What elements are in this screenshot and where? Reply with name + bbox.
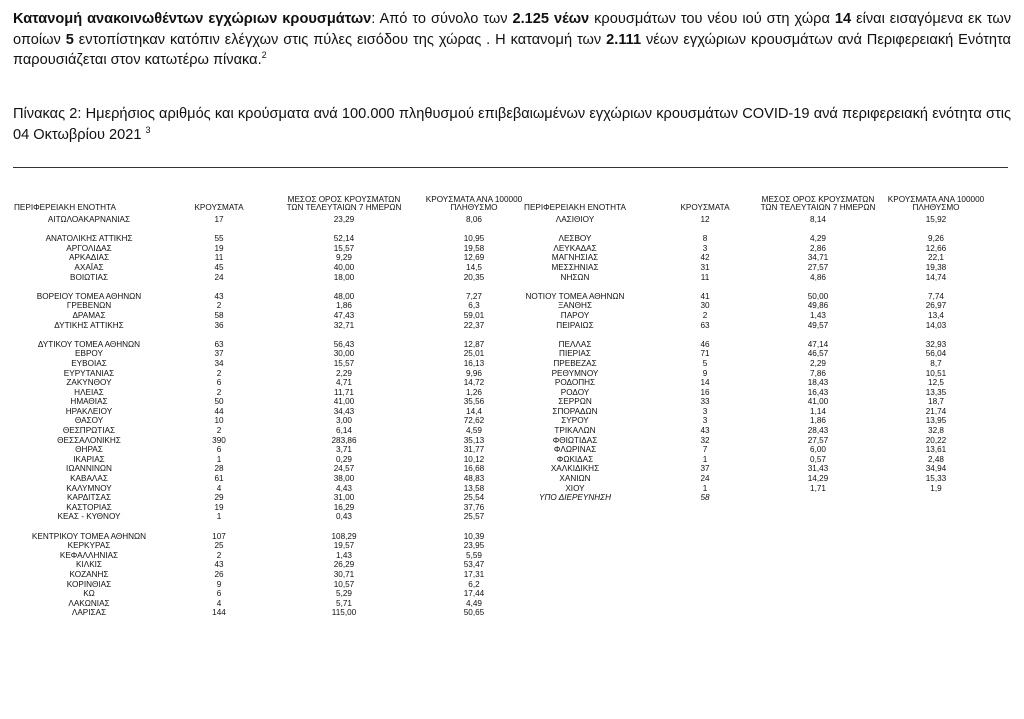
cell-unit: ΚΟΡΙΝΘΙΑΣ <box>66 579 112 589</box>
cell-unit: ΠΡΕΒΕΖΑΣ <box>553 358 597 368</box>
cell-per100k: 25,57 <box>463 512 485 522</box>
cell-per100k: 4,49 <box>466 598 482 608</box>
cell-per100k: 9,96 <box>466 368 482 378</box>
cell-unit: ΑΡΚΑΔΙΑΣ <box>68 253 110 263</box>
cell-cases: 19 <box>214 243 224 253</box>
cell-cases: 37 <box>214 349 224 359</box>
cell-per100k: 18,7 <box>928 397 944 407</box>
cell-unit: ΕΥΡΥΤΑΝΙΑΣ <box>63 368 115 378</box>
cell-cases: 63 <box>214 339 224 349</box>
cell-per100k: 25,54 <box>463 493 485 503</box>
cell-cases: 107 <box>212 531 226 541</box>
cell-per100k: 15,92 <box>925 215 947 224</box>
cell-per100k: 12,69 <box>463 253 485 263</box>
cell-cases: 45 <box>214 262 224 272</box>
cell-unit: ΔΥΤΙΚΟΥ ΤΟΜΕΑ ΑΘΗΝΩΝ <box>37 339 141 349</box>
cell-unit: ΠΙΕΡΙΑΣ <box>559 349 591 359</box>
cell-unit: ΚΙΛΚΙΣ <box>75 560 102 570</box>
cell-unit: ΑΙΤΩΛΟΑΚΑΡΝΑΝΙΑΣ <box>47 215 131 224</box>
cell-unit: ΣΠΟΡΑΔΩΝ <box>552 406 598 416</box>
cell-unit: ΘΗΡΑΣ <box>75 445 103 455</box>
cell-cases: 1 <box>702 483 708 493</box>
cell-unit: ΚΕΦΑΛΛΗΝΙΑΣ <box>59 550 119 560</box>
cell-per100k: 12,87 <box>463 339 485 349</box>
cell-cases: 9 <box>702 368 708 378</box>
cell-per100k: 12,66 <box>925 243 947 253</box>
cell-cases: 29 <box>214 493 224 503</box>
cell-cases: 6 <box>216 589 222 599</box>
cell-per100k: 6,2 <box>468 579 480 589</box>
cell-unit: ΡΕΘΥΜΝΟΥ <box>551 368 599 378</box>
cell-avg: 28,43 <box>807 426 829 436</box>
cell-per100k: 32,93 <box>925 339 947 349</box>
cell-per100k: 19,38 <box>925 262 947 272</box>
cell-cases: 25 <box>214 541 224 551</box>
cell-avg: 14,29 <box>807 474 829 484</box>
cell-avg: 41,00 <box>333 397 355 407</box>
cell-avg: 2,29 <box>336 368 352 378</box>
cell-cases: 2 <box>216 426 222 436</box>
cell-cases: 16 <box>700 387 710 397</box>
cell-cases: 390 <box>212 435 226 445</box>
cell-avg: 31,43 <box>807 464 829 474</box>
cell-avg: 0,43 <box>336 512 352 522</box>
cell-avg: 18,43 <box>807 378 829 388</box>
cell-per100k: 10,12 <box>463 454 485 464</box>
cell-unit: ΚΕΝΤΡΙΚΟΥ ΤΟΜΕΑ ΑΘΗΝΩΝ <box>31 531 147 541</box>
cell-per100k: 14,74 <box>925 272 947 282</box>
cell-unit: ΚΑΒΑΛΑΣ <box>70 474 108 484</box>
cell-cases: 3 <box>702 416 708 426</box>
header-cases: ΚΡΟΥΣΜΑΤΑ <box>194 203 244 213</box>
cell-cases: 5 <box>702 358 708 368</box>
cell-cases: 58 <box>214 310 224 320</box>
cell-unit: ΦΛΩΡΙΝΑΣ <box>553 445 597 455</box>
intro-border: 5 <box>65 31 74 48</box>
cell-unit: ΞΑΝΘΗΣ <box>557 301 593 311</box>
cell-per100k: 34,94 <box>925 464 947 474</box>
cell-avg: 30,71 <box>333 569 355 579</box>
cell-per100k: 31,77 <box>463 445 485 455</box>
cell-unit: ΖΑΚΥΝΘΟΥ <box>66 378 112 388</box>
cell-cases: 44 <box>214 406 224 416</box>
divider <box>13 167 1008 168</box>
cell-cases: 58 <box>700 493 710 503</box>
cell-per100k: 1,26 <box>466 387 482 397</box>
intro-text: κρουσμάτων του νέου ιού στη χώρα <box>589 11 835 27</box>
cell-cases: 144 <box>212 608 226 618</box>
cell-avg: 0,57 <box>810 454 826 464</box>
cell-per100k: 13,58 <box>463 483 485 493</box>
cell-unit: ΑΧΑΪΑΣ <box>74 262 104 272</box>
cell-avg: 5,29 <box>336 589 352 599</box>
cell-cases: 24 <box>700 474 710 484</box>
cell-unit: ΧΑΛΚΙΔΙΚΗΣ <box>550 464 600 474</box>
cell-per100k: 48,83 <box>463 474 485 484</box>
cell-avg: 2,29 <box>810 358 826 368</box>
caption-text: Πίνακας 2: Ημερήσιος αριθμός και κρούσματα ανά 100.000 πληθυσμού επιβεβαιωμένων εγχώριων κρουσμάτων COVID-19 ανά περιφερειακή ενότητα στις 04 Οκτωβρίου 2021 <box>13 106 1011 143</box>
cell-avg: 24,57 <box>333 464 355 474</box>
cell-avg: 1,43 <box>336 550 352 560</box>
intro-title: Κατανομή ανακοινωθέντων εγχώριων κρουσμάτων <box>13 11 372 27</box>
cell-unit: ΘΑΣΟΥ <box>74 416 104 426</box>
cell-per100k: 56,04 <box>925 349 947 359</box>
cell-unit: ΑΝΑΤΟΛΙΚΗΣ ΑΤΤΙΚΗΣ <box>45 234 133 244</box>
cell-per100k: 10,95 <box>463 234 485 244</box>
cell-unit: ΦΩΚΙΔΑΣ <box>556 454 594 464</box>
cell-cases: 55 <box>214 234 224 244</box>
cell-unit: ΥΠΟ ΔΙΕΡΕΥΝΗΣΗ <box>539 493 611 503</box>
cell-avg: 2,86 <box>810 243 826 253</box>
cell-cases: 8 <box>702 234 708 244</box>
cell-avg: 4,43 <box>336 483 352 493</box>
cell-unit: ΡΟΔΟΠΗΣ <box>554 378 596 388</box>
cell-cases: 33 <box>700 397 710 407</box>
cell-unit: ΜΑΓΝΗΣΙΑΣ <box>551 253 599 263</box>
cell-per100k: 12,5 <box>928 378 944 388</box>
header-per100k: ΚΡΟΥΣΜΑΤΑ ΑΝΑ 100000 ΠΛΗΘΥΣΜΟ <box>425 194 523 213</box>
cell-per100k: 13,35 <box>925 387 947 397</box>
cell-avg: 27,57 <box>807 262 829 272</box>
cell-unit: ΕΒΡΟΥ <box>75 349 103 359</box>
cell-avg: 27,57 <box>807 435 829 445</box>
cell-unit: ΦΘΙΩΤΙΔΑΣ <box>552 435 598 445</box>
cell-cases: 11 <box>214 253 224 263</box>
cell-cases: 9 <box>216 579 222 589</box>
cell-cases: 11 <box>700 272 710 282</box>
cell-per100k: 35,56 <box>463 397 485 407</box>
cell-per100k: 4,59 <box>466 426 482 436</box>
cell-per100k: 10,39 <box>463 531 485 541</box>
cell-avg: 1,71 <box>810 483 826 493</box>
cell-cases: 42 <box>700 253 710 263</box>
cell-avg: 56,43 <box>333 339 355 349</box>
cell-avg: 3,71 <box>336 445 352 455</box>
cell-avg: 4,86 <box>810 272 826 282</box>
cell-unit: ΧΙΟΥ <box>565 483 585 493</box>
cell-avg: 9,29 <box>336 253 352 263</box>
cell-per100k: 35,13 <box>463 435 485 445</box>
cell-cases: 7 <box>702 445 708 455</box>
cell-avg: 40,00 <box>333 262 355 272</box>
cell-cases: 41 <box>700 291 710 301</box>
cell-per100k: 8,7 <box>930 358 942 368</box>
cell-per100k: 19,58 <box>463 243 485 253</box>
cell-cases: 43 <box>214 560 224 570</box>
cell-avg: 31,00 <box>333 493 355 503</box>
cell-avg: 1,86 <box>336 301 352 311</box>
cell-cases: 50 <box>214 397 224 407</box>
cell-per100k: 13,4 <box>928 310 944 320</box>
cell-unit: ΠΕΛΛΑΣ <box>558 339 592 349</box>
cell-per100k: 10,51 <box>925 368 947 378</box>
cell-unit: ΛΑΣΙΘΙΟΥ <box>555 215 595 224</box>
cell-unit: ΚΑΛΥΜΝΟΥ <box>66 483 112 493</box>
cell-unit: ΘΕΣΣΑΛΟΝΙΚΗΣ <box>57 435 121 445</box>
cell-avg: 4,29 <box>810 234 826 244</box>
cell-cases: 31 <box>700 262 710 272</box>
cell-unit: ΜΕΣΣΗΝΙΑΣ <box>551 262 599 272</box>
header-cases: ΚΡΟΥΣΜΑΤΑ <box>680 203 730 213</box>
cell-avg: 4,71 <box>336 378 352 388</box>
cell-avg: 50,00 <box>807 291 829 301</box>
footnote-ref: 3 <box>145 124 151 135</box>
cell-per100k: 9,26 <box>928 234 944 244</box>
cell-per100k: 16,68 <box>463 464 485 474</box>
cell-unit: ΛΕΣΒΟΥ <box>558 234 592 244</box>
cell-unit: ΛΑΡΙΣΑΣ <box>71 608 107 618</box>
cell-cases: 1 <box>702 454 708 464</box>
cell-unit: ΣΥΡΟΥ <box>561 416 589 426</box>
intro-text: εντοπίστηκαν κατόπιν ελέγχων στις πύλες εισόδου της χώρας . Η κατανομή των <box>73 31 607 48</box>
intro-text: είναι εισαγόμενα εκ των οποίων <box>13 11 1012 48</box>
cell-avg: 6,00 <box>810 445 826 455</box>
intro-text: : Από το σύνολο των <box>371 11 513 27</box>
cell-unit: ΚΩ <box>83 589 95 599</box>
cell-avg: 1,43 <box>810 310 826 320</box>
cell-cases: 46 <box>700 339 710 349</box>
header-unit: ΠΕΡΙΦΕΡΕΙΑΚΗ ΕΝΟΤΗΤΑ <box>524 203 626 213</box>
cell-avg: 8,14 <box>810 215 826 224</box>
cell-cases: 34 <box>214 358 224 368</box>
cell-per100k: 22,37 <box>463 320 485 330</box>
cell-per100k: 8,06 <box>466 215 482 224</box>
cell-per100k: 50,65 <box>463 608 485 618</box>
cell-avg: 115,00 <box>331 608 357 618</box>
cell-per100k: 1,9 <box>930 483 942 493</box>
cell-avg: 38,00 <box>333 474 355 484</box>
cell-per100k: 2,48 <box>928 454 944 464</box>
cell-per100k: 37,76 <box>463 502 485 512</box>
cell-per100k: 32,8 <box>928 426 944 436</box>
cell-per100k: 6,3 <box>468 301 480 311</box>
cell-per100k: 14,72 <box>463 378 485 388</box>
cell-unit: ΣΕΡΡΩΝ <box>558 397 592 407</box>
cell-per100k: 21,74 <box>925 406 947 416</box>
cell-unit: ΧΑΝΙΩΝ <box>559 474 591 484</box>
intro-paragraph <box>13 9 1011 71</box>
cell-unit: ΗΜΑΘΙΑΣ <box>70 397 108 407</box>
cell-unit: ΤΡΙΚΑΛΩΝ <box>554 426 596 436</box>
cell-unit: ΚΑΣΤΟΡΙΑΣ <box>66 502 112 512</box>
cell-avg: 10,57 <box>333 579 355 589</box>
cell-avg: 7,86 <box>810 368 826 378</box>
cell-per100k: 14,4 <box>466 406 482 416</box>
cell-avg: 34,71 <box>807 253 829 263</box>
cell-cases: 26 <box>214 569 224 579</box>
cell-unit: ΕΥΒΟΙΑΣ <box>71 358 107 368</box>
cell-cases: 32 <box>700 435 710 445</box>
cell-per100k: 53,47 <box>463 560 485 570</box>
cell-per100k: 14,5 <box>466 262 482 272</box>
cell-avg: 47,43 <box>333 310 355 320</box>
cell-avg: 6,14 <box>336 426 352 436</box>
cell-avg: 41,00 <box>807 397 829 407</box>
cell-per100k: 7,27 <box>466 291 482 301</box>
cell-cases: 43 <box>214 291 224 301</box>
cell-unit: ΔΡΑΜΑΣ <box>72 310 106 320</box>
cell-avg: 18,00 <box>333 272 355 282</box>
cell-cases: 71 <box>700 349 710 359</box>
cell-unit: ΓΡΕΒΕΝΩΝ <box>66 301 112 311</box>
cell-per100k: 59,01 <box>463 310 485 320</box>
cell-per100k: 22,1 <box>928 253 944 263</box>
cell-avg: 52,14 <box>333 234 355 244</box>
header-unit: ΠΕΡΙΦΕΡΕΙΑΚΗ ΕΝΟΤΗΤΑ <box>14 203 116 213</box>
cell-per100k: 5,59 <box>466 550 482 560</box>
header-per100k: ΚΡΟΥΣΜΑΤΑ ΑΝΑ 100000 ΠΛΗΘΥΣΜΟ <box>887 194 985 213</box>
cell-cases: 14 <box>700 378 710 388</box>
cell-cases: 24 <box>214 272 224 282</box>
cell-cases: 2 <box>702 310 708 320</box>
cell-unit: ΘΕΣΠΡΩΤΙΑΣ <box>62 426 116 436</box>
cell-avg: 48,00 <box>333 291 355 301</box>
cell-unit: ΚΑΡΔΙΤΣΑΣ <box>66 493 112 503</box>
cell-avg: 108,29 <box>331 531 357 541</box>
cell-per100k: 16,13 <box>463 358 485 368</box>
cell-avg: 16,43 <box>807 387 829 397</box>
cell-avg: 26,29 <box>333 560 355 570</box>
cell-unit: ΗΡΑΚΛΕΙΟΥ <box>65 406 113 416</box>
cell-cases: 2 <box>216 301 222 311</box>
cell-per100k: 7,74 <box>928 291 944 301</box>
cell-cases: 2 <box>216 368 222 378</box>
cell-unit: ΛΕΥΚΑΔΑΣ <box>553 243 597 253</box>
cell-avg: 1,86 <box>810 416 826 426</box>
cell-unit: ΚΟΖΑΝΗΣ <box>69 569 109 579</box>
cell-cases: 3 <box>702 243 708 253</box>
cell-avg: 1,14 <box>810 406 826 416</box>
cell-avg: 47,14 <box>807 339 829 349</box>
cell-avg: 32,71 <box>333 320 355 330</box>
cell-cases: 36 <box>214 320 224 330</box>
cell-per100k: 25,01 <box>463 349 485 359</box>
table-caption <box>13 104 1011 145</box>
footnote-ref: 2 <box>261 50 267 60</box>
cell-avg: 46,57 <box>807 349 829 359</box>
cell-unit: ΛΑΚΩΝΙΑΣ <box>68 598 110 608</box>
cell-cases: 10 <box>214 416 224 426</box>
cell-avg: 16,29 <box>333 502 355 512</box>
cell-unit: ΗΛΕΙΑΣ <box>74 387 104 397</box>
cell-cases: 2 <box>216 387 222 397</box>
cell-avg: 34,43 <box>333 406 355 416</box>
cell-cases: 12 <box>700 215 710 224</box>
intro-total: 2.125 νέων <box>512 11 590 27</box>
cell-unit: ΡΟΔΟΥ <box>560 387 590 397</box>
cell-per100k: 20,35 <box>463 272 485 282</box>
cell-cases: 4 <box>216 598 222 608</box>
cell-cases: 63 <box>700 320 710 330</box>
cell-per100k: 17,44 <box>463 589 485 599</box>
intro-imported: 14 <box>834 11 852 27</box>
cell-unit: ΔΥΤΙΚΗΣ ΑΤΤΙΚΗΣ <box>54 320 124 330</box>
cell-unit: ΙΚΑΡΙΑΣ <box>73 454 105 464</box>
cell-avg: 15,57 <box>333 243 355 253</box>
cell-cases: 6 <box>216 445 222 455</box>
cell-per100k: 23,95 <box>463 541 485 551</box>
cell-avg: 283,86 <box>331 435 357 445</box>
cell-unit: ΑΡΓΟΛΙΔΑΣ <box>66 243 112 253</box>
cell-cases: 2 <box>216 550 222 560</box>
cell-cases: 28 <box>214 464 224 474</box>
cell-unit: ΝΟΤΙΟΥ ΤΟΜΕΑ ΑΘΗΝΩΝ <box>525 291 625 301</box>
cell-unit: ΠΕΙΡΑΙΩΣ <box>556 320 594 330</box>
cell-cases: 19 <box>214 502 224 512</box>
cell-unit: ΚΕΑΣ - ΚΥΘΝΟΥ <box>57 512 121 522</box>
cell-avg: 15,57 <box>333 358 355 368</box>
cell-avg: 0,29 <box>336 454 352 464</box>
intro-text: νέων εγχώριων κρουσμάτων ανά Περιφερειακή Ενότητα παρουσιάζεται στον κατωτέρω πίνακα. <box>13 31 1011 68</box>
cell-cases: 30 <box>700 301 710 311</box>
cell-cases: 1 <box>216 512 222 522</box>
cell-avg: 23,29 <box>333 215 355 224</box>
cell-avg: 49,86 <box>807 301 829 311</box>
cell-unit: ΒΟΙΩΤΙΑΣ <box>69 272 109 282</box>
cell-per100k: 15,33 <box>925 474 947 484</box>
cell-per100k: 26,97 <box>925 301 947 311</box>
intro-domestic: 2.111 <box>606 31 642 48</box>
cell-cases: 6 <box>216 378 222 388</box>
cell-avg: 49,57 <box>807 320 829 330</box>
cell-cases: 3 <box>702 406 708 416</box>
header-avg: ΜΕΣΟΣ ΟΡΟΣ ΚΡΟΥΣΜΑΤΩΝ ΤΩΝ ΤΕΛΕΥΤΑΙΩΝ 7 ΗΜΕΡΩΝ <box>286 194 402 213</box>
cell-avg: 19,57 <box>333 541 355 551</box>
cell-per100k: 20,22 <box>925 435 947 445</box>
cell-unit: ΝΗΣΩΝ <box>560 272 590 282</box>
cell-cases: 17 <box>214 215 224 224</box>
cell-per100k: 72,62 <box>463 416 485 426</box>
cell-cases: 61 <box>214 474 224 484</box>
cell-per100k: 17,31 <box>463 569 485 579</box>
cell-unit: ΚΕΡΚΥΡΑΣ <box>67 541 111 551</box>
cell-avg: 11,71 <box>334 387 354 397</box>
cell-per100k: 14,03 <box>925 320 947 330</box>
cell-cases: 1 <box>216 454 222 464</box>
cell-cases: 43 <box>700 426 710 436</box>
cell-cases: 4 <box>216 483 222 493</box>
cell-unit: ΒΟΡΕΙΟΥ ΤΟΜΕΑ ΑΘΗΝΩΝ <box>36 291 142 301</box>
cell-avg: 30,00 <box>333 349 355 359</box>
cell-per100k: 13,61 <box>925 445 947 455</box>
cell-avg: 3,00 <box>336 416 352 426</box>
cell-per100k: 13,95 <box>925 416 947 426</box>
cell-unit: ΙΩΑΝΝΙΝΩΝ <box>66 464 112 474</box>
cell-unit: ΠΑΡΟΥ <box>560 310 590 320</box>
cell-avg: 5,71 <box>336 598 352 608</box>
header-avg: ΜΕΣΟΣ ΟΡΟΣ ΚΡΟΥΣΜΑΤΩΝ ΤΩΝ ΤΕΛΕΥΤΑΙΩΝ 7 ΗΜΕΡΩΝ <box>760 194 876 213</box>
cell-cases: 37 <box>700 464 710 474</box>
